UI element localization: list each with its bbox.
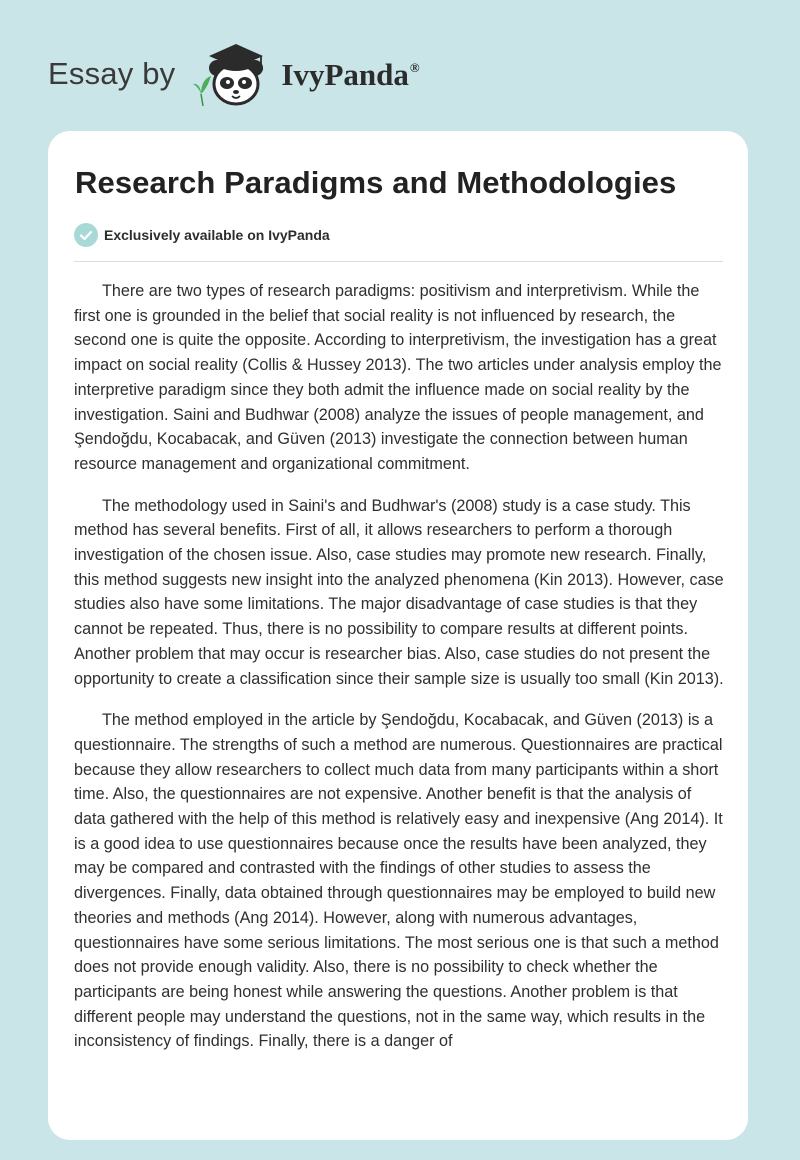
registered-mark: ® bbox=[409, 59, 420, 75]
exclusive-badge-label: Exclusively available on IvyPanda bbox=[104, 227, 330, 243]
essay-by-label: Essay by bbox=[48, 55, 176, 91]
essay-card bbox=[48, 131, 748, 1140]
paragraph: The method employed in the article by Şendoğdu, Kocabacak, and Güven (2013) is a questionnaire. The strengths of such a method are numerous. Questionnaires are practical because they allow researchers to collect much data from many participants within a short time. Also, the questionnaires are not expensive. Another benefit is that the analysis of data gathered with the help of this method is relatively easy and inexpensive (Ang 2014). It is a good idea to use questionnaires because once the results have been analyzed, they may be compared and contrasted with the findings of other studies to assess the divergences. Finally, data obtained through questionnaires may be employed to build new theories and methods (Ang 2014). However, along with numerous advantages, questionnaires have some serious limitations. The most serious one is that such a method does not provide enough validity. Also, there is no possibility to check whether the participants are being honest while answering the questions. Another problem is that different people may understand the questions, not in the same way, which results in the inconsistency of findings. Finally, there is a danger of bbox=[74, 711, 723, 1051]
paragraph: The methodology used in Saini's and Budhwar's (2008) study is a case study. This method has several benefits. First of all, it allows researchers to perform a thorough investigation of the chosen issue. Also, case studies may promote new research. Finally, this method suggests new insight into the analyzed phenomena (Kin 2013). However, case studies also have some limitations. The major disadvantage of case studies is that they cannot be repeated. Thus, there is no possibility to compare results at different points. Another problem that may occur is researcher bias. Also, case studies do not present the opportunity to create a classification since their sample size is usually too small (Kin 2013). bbox=[74, 496, 724, 688]
check-circle-icon bbox=[74, 223, 98, 247]
paragraph: There are two types of research paradigms: positivism and interpretivism. While the first one is grounded in the belief that social reality is not influenced by research, the second one is quite the opposite. According to interpretivism, the investigation has a great impact on social reality (Collis & Hussey 2013). The two articles under analysis employ the interpretive paradigm since they both admit the influence made on social reality by the investigation. Saini and Budhwar (2008) analyze the issues of people management, and Şendoğdu, Kocabacak, and Güven (2013) investigate the connection between human resource management and organizational commitment. bbox=[74, 282, 722, 473]
essay-body bbox=[74, 279, 726, 1071]
page-title: Research Paradigms and Methodologies bbox=[75, 165, 677, 200]
site-header bbox=[0, 0, 800, 130]
panda-graduation-cap-icon bbox=[191, 38, 277, 108]
brand-name-text: IvyPanda bbox=[281, 56, 409, 92]
brand-logo-link[interactable] bbox=[48, 38, 420, 108]
divider bbox=[74, 261, 723, 262]
brand-name bbox=[281, 56, 420, 92]
exclusive-badge bbox=[74, 223, 330, 247]
